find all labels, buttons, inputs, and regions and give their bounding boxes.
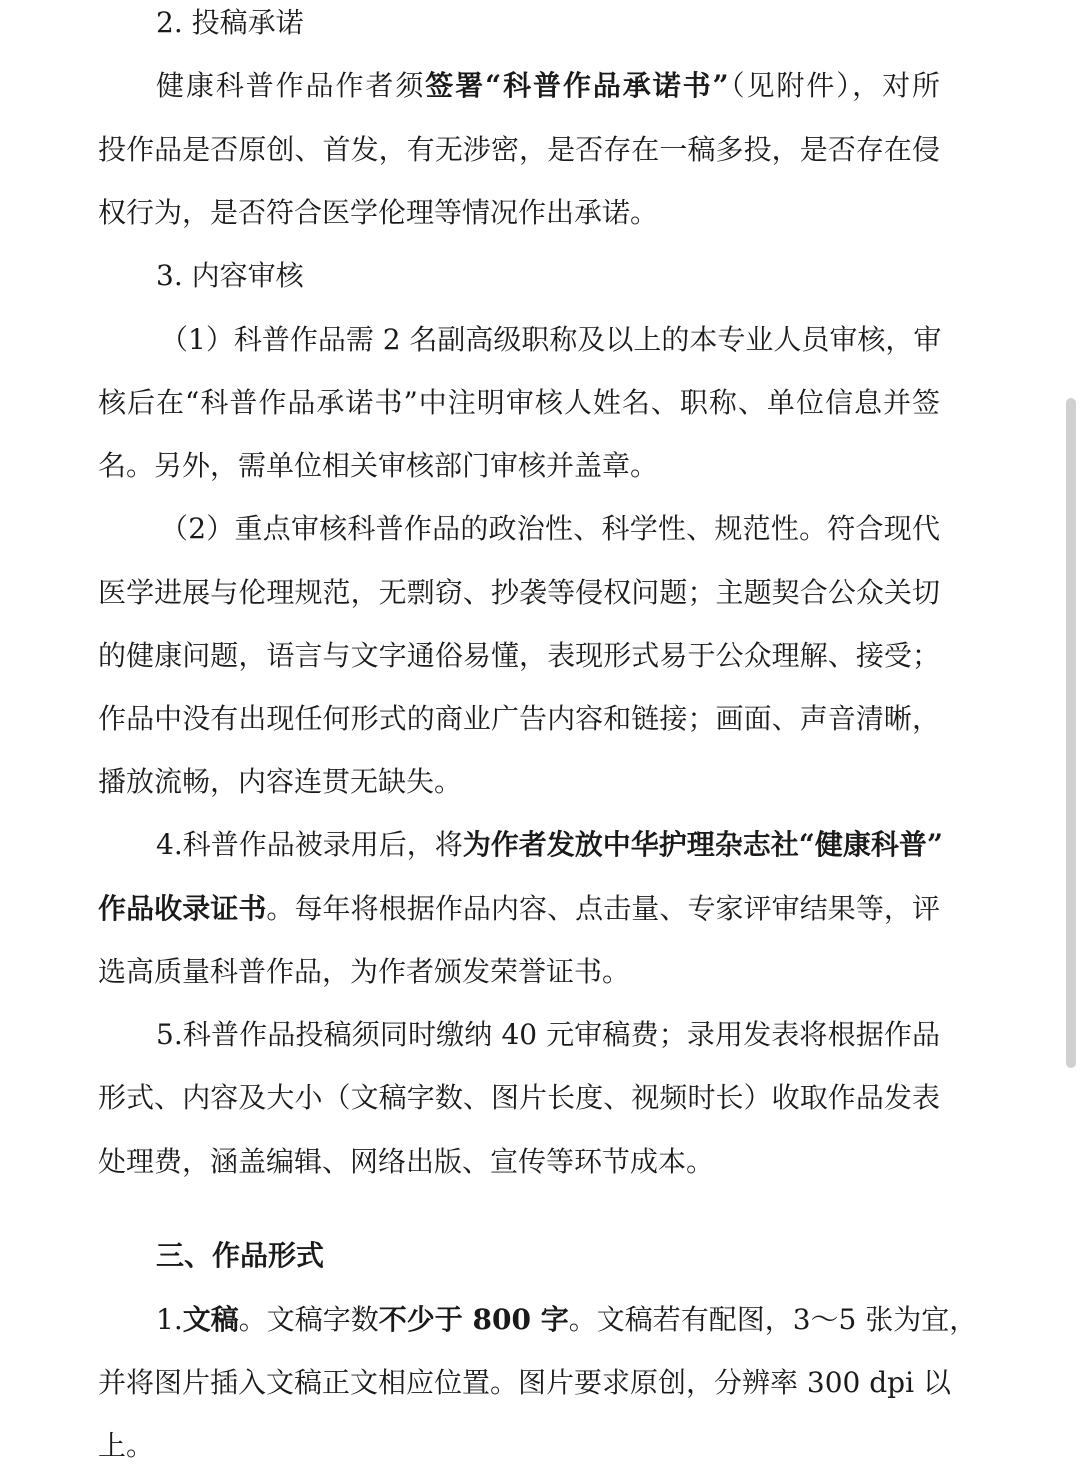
paragraph-line: 权行为，是否符合医学伦理等情况作出承诺。 — [98, 196, 659, 229]
paragraph-line: （1）科普作品需 2 名副高级职称及以上的本专业人员审核，审 — [160, 323, 942, 356]
bold-emphasis: 作品收录证书 — [98, 892, 267, 925]
paragraph-line: 名。另外，需单位相关审核部门审核并盖章。 — [98, 449, 659, 482]
paragraph-line: 4.科普作品被录用后，将为作者发放中华护理杂志社“健康科普” — [156, 828, 943, 861]
bold-emphasis: 为作者发放中华护理杂志社“健康科普” — [462, 828, 943, 861]
paragraph-line: 处理费，涵盖编辑、网络出版、宣传等环节成本。 — [98, 1145, 715, 1178]
vertical-scrollbar[interactable] — [1066, 398, 1076, 1068]
paragraph-line: 上。 — [98, 1429, 155, 1462]
paragraph-line: 健康科普作品作者须签署“科普作品承诺书”（见附件），对所 — [156, 69, 940, 102]
paragraph-line: 形式、内容及大小（文稿字数、图片长度、视频时长）收取作品发表 — [98, 1081, 940, 1114]
paragraph-line: 1.文稿。文稿字数不少于 800 字。文稿若有配图，3～5 张为宜， — [156, 1303, 978, 1336]
bold-emphasis: 不少于 800 字 — [378, 1303, 569, 1336]
paragraph-line: 作品中没有出现任何形式的商业广告内容和链接；画面、声音清晰， — [98, 702, 940, 735]
section-heading-submission-pledge: 2. 投稿承诺 — [156, 6, 304, 39]
paragraph-line: 作品收录证书。每年将根据作品内容、点击量、专家评审结果等，评 — [98, 892, 940, 925]
paragraph-line: 投作品是否原创、首发，有无涉密，是否存在一稿多投，是否存在侵 — [98, 133, 940, 166]
paragraph-line: 医学进展与伦理规范，无剽窃、抄袭等侵权问题；主题契合公众关切 — [98, 576, 940, 609]
section-heading-work-format: 三、作品形式 — [156, 1239, 325, 1272]
paragraph-line: 播放流畅，内容连贯无缺失。 — [98, 765, 463, 798]
paragraph-line: 核后在“科普作品承诺书”中注明审核人姓名、职称、单位信息并签 — [98, 386, 940, 419]
paragraph-line: 并将图片插入文稿正文相应位置。图片要求原创，分辨率 300 dpi 以 — [98, 1366, 951, 1399]
paragraph-line: 选高质量科普作品，为作者颁发荣誉证书。 — [98, 955, 631, 988]
paragraph-line: 5.科普作品投稿须同时缴纳 40 元审稿费；录用发表将根据作品 — [156, 1018, 940, 1051]
bold-emphasis: 签署“科普作品承诺书” — [425, 69, 729, 102]
paragraph-line: 的健康问题，语言与文字通俗易懂，表现形式易于公众理解、接受； — [98, 639, 940, 672]
section-heading-content-review: 3. 内容审核 — [156, 259, 304, 292]
bold-emphasis: 文稿 — [182, 1303, 239, 1336]
paragraph-line: （2）重点审核科普作品的政治性、科学性、规范性。符合现代 — [160, 512, 940, 545]
